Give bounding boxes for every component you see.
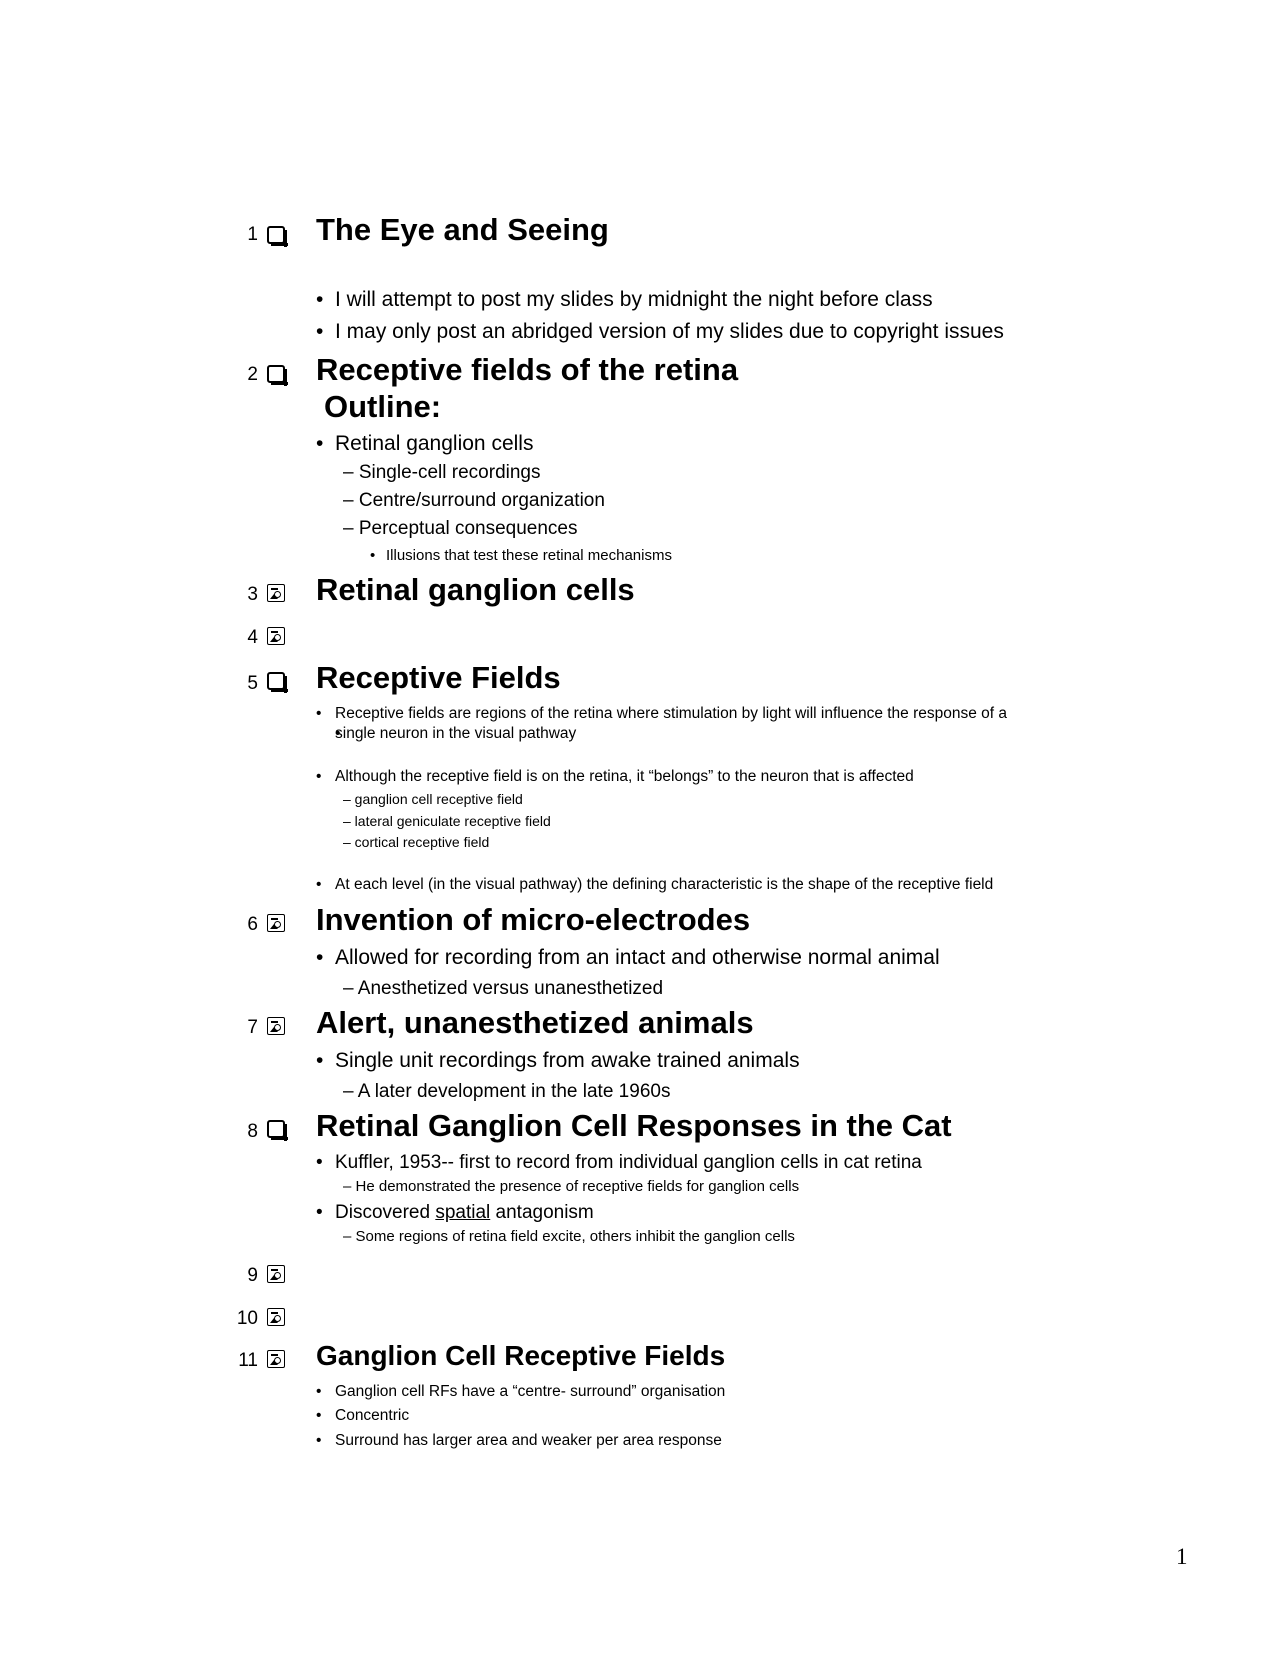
text-slide-icon xyxy=(267,226,285,244)
slide-title: Retinal ganglion cells xyxy=(316,572,635,607)
sub-bullet: – ganglion cell receptive field xyxy=(343,791,523,807)
slide-number: 2 xyxy=(247,364,258,385)
slide-number: 9 xyxy=(247,1265,258,1286)
text-slide-icon xyxy=(267,672,285,690)
page-number: 1 xyxy=(1176,1544,1188,1569)
text-slide-icon xyxy=(267,1120,285,1138)
sub-bullet: – He demonstrated the presence of receptive fields for ganglion cells xyxy=(343,1178,800,1195)
picture-slide-icon xyxy=(267,1350,285,1368)
slide-title: Receptive fields of the retina xyxy=(316,352,739,387)
picture-slide-icon xyxy=(267,914,285,932)
picture-slide-icon xyxy=(267,584,285,602)
sub-bullet: – Perceptual consequences xyxy=(343,518,578,539)
sub-bullet: – lateral geniculate receptive field xyxy=(343,813,551,829)
slide-number: 8 xyxy=(247,1121,258,1142)
slide-title: Receptive Fields xyxy=(316,660,561,695)
text-slide-icon xyxy=(267,365,285,383)
underlined-term: spatial xyxy=(435,1202,491,1223)
bullet-continuation: • single neuron in the visual pathway xyxy=(335,724,576,744)
slide-number: 7 xyxy=(247,1017,258,1038)
picture-slide-icon xyxy=(267,1017,285,1035)
slide-title: Ganglion Cell Receptive Fields xyxy=(316,1340,726,1371)
slide-title: Invention of micro-electrodes xyxy=(316,902,751,937)
slide-title: Retinal Ganglion Cell Responses in the Cat xyxy=(316,1108,952,1143)
sub-bullet: – Anesthetized versus unanesthetized xyxy=(343,978,664,999)
picture-slide-icon xyxy=(267,1308,285,1326)
sub-bullet: – Some regions of retina field excite, others inhibit the ganglion cells xyxy=(343,1228,795,1245)
sub-bullet: – Single-cell recordings xyxy=(343,462,541,483)
slide-number: 10 xyxy=(236,1308,258,1329)
slide-number: 6 xyxy=(247,914,258,935)
slide-number: 4 xyxy=(247,627,258,648)
slide-number: 3 xyxy=(247,584,258,605)
slide-number: 5 xyxy=(247,673,258,694)
picture-slide-icon xyxy=(267,627,285,645)
sub-bullet: – cortical receptive field xyxy=(343,834,490,850)
picture-slide-icon xyxy=(267,1265,285,1283)
slide-number: 11 xyxy=(238,1350,258,1371)
slide-title: Alert, unanesthetized animals xyxy=(316,1005,754,1040)
slide-title: The Eye and Seeing xyxy=(316,212,609,247)
slide-subtitle: Outline: xyxy=(324,389,442,424)
sub-bullet: – A later development in the late 1960s xyxy=(343,1081,671,1102)
slide-number: 1 xyxy=(247,224,258,245)
sub-bullet: – Centre/surround organization xyxy=(343,490,605,511)
